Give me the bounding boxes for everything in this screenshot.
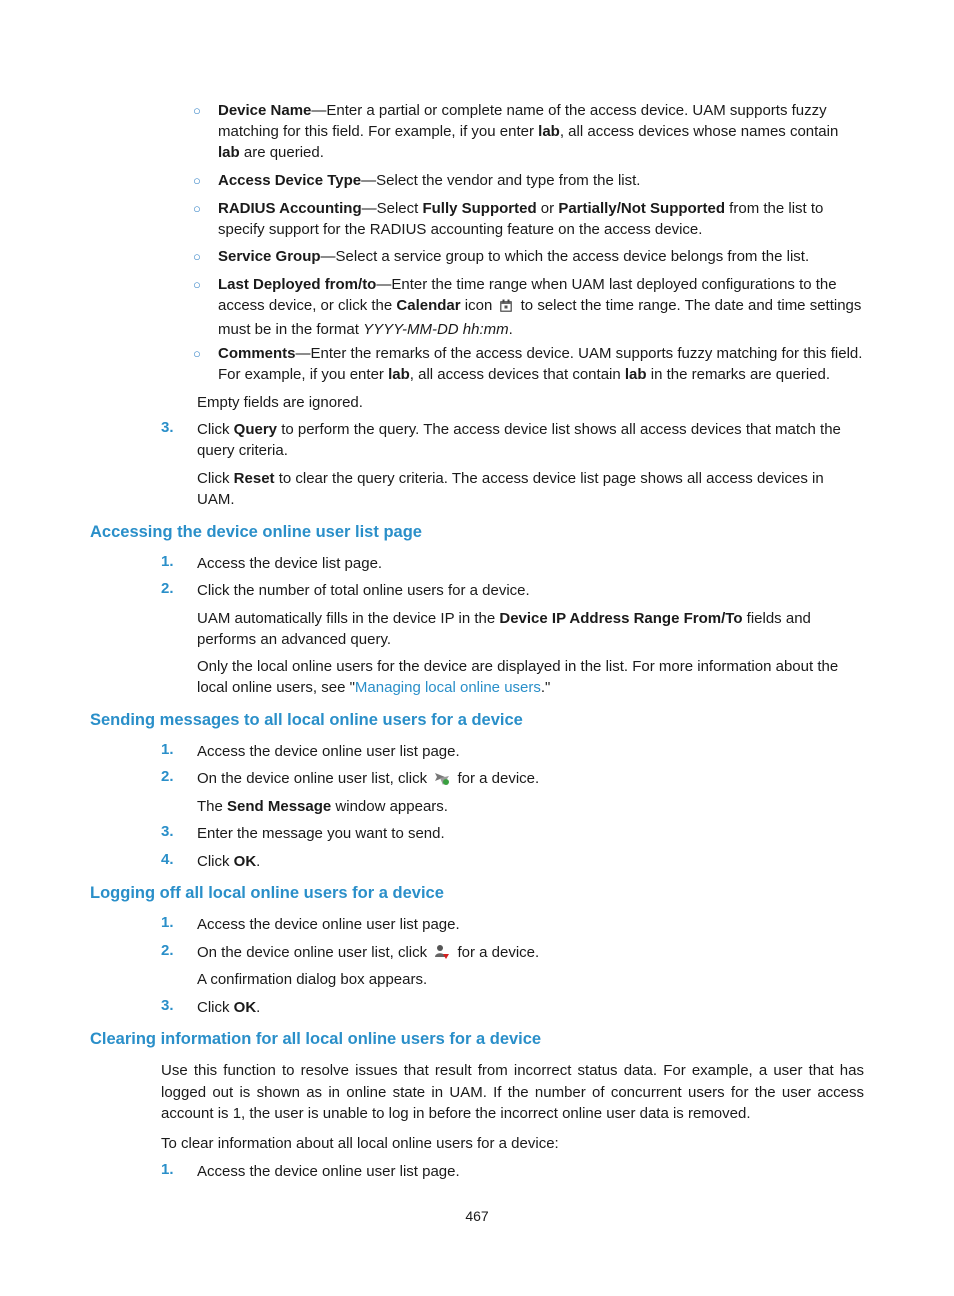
step-text: Click OK. (197, 853, 261, 870)
step-query: Click Query to perform the query. The access device list shows all access devices that match the query criteria. (197, 421, 841, 459)
step-text: Access the device online user list page. (197, 916, 460, 933)
sub-item-device-name: Device Name—Enter a partial or complete name of the access device. UAM supports fuzzy matching for this field. For example, if you enter lab, all access devices whose names contain lab are queried. (218, 102, 839, 161)
step-number: 2. (161, 942, 174, 959)
step-text: Access the device online user list page. (197, 743, 460, 760)
step-note: UAM automatically fills in the device IP in the Device IP Address Range From/To fields and performs an advanced query. (197, 610, 811, 648)
sub-item-last-deployed: Last Deployed from/to—Enter the time range when UAM last deployed configurations to the access device, or click the Calendar icon to select the time range. The date and time settings must be in the format YYYY-MM-DD hh:mm. (218, 276, 862, 338)
step-text: Click OK. (197, 999, 261, 1016)
section-heading: Clearing information for all local online users for a device (90, 1030, 542, 1048)
sub-item-service-group: Service Group—Select a service group to which the access device belongs from the list. (218, 248, 810, 265)
step-text: On the device online user list, click for a device. (197, 768, 864, 792)
calendar-icon (499, 298, 513, 319)
bullet: ○ (193, 346, 201, 361)
send-message-icon (434, 770, 450, 792)
step-number: 1. (161, 914, 174, 931)
sub-item-comments: Comments—Enter the remarks of the access device. UAM supports fuzzy matching for this field. For example, if you enter lab, all access devices that contain lab in the remarks are queried. (218, 345, 863, 383)
step-number: 1. (161, 1161, 174, 1178)
bullet: ○ (193, 249, 201, 264)
step-number: 1. (161, 741, 174, 758)
step-number: 2. (161, 580, 174, 597)
step-number: 1. (161, 553, 174, 570)
logoff-user-icon (434, 944, 450, 966)
bullet: ○ (193, 103, 201, 118)
step-number: 4. (161, 851, 174, 868)
bullet: ○ (193, 277, 201, 292)
step-number: 3. (161, 823, 174, 840)
step-number: 2. (161, 768, 174, 785)
paragraph: To clear information about all local online users for a device: (161, 1135, 559, 1152)
empty-fields-note: Empty fields are ignored. (197, 394, 363, 411)
step-note: Only the local online users for the device are displayed in the list. For more information about the local online users, see "Managing local online users." (197, 658, 839, 696)
step-note: A confirmation dialog box appears. (197, 971, 428, 988)
section-heading: Logging off all local online users for a device (90, 884, 444, 902)
step-text: Enter the message you want to send. (197, 825, 445, 842)
step-text: Access the device online user list page. (197, 1163, 460, 1180)
managing-local-online-users-link[interactable]: Managing local online users (354, 679, 541, 696)
bullet: ○ (193, 173, 201, 188)
page-number: 467 (465, 1208, 489, 1224)
paragraph: Use this function to resolve issues that result from incorrect status data. For example, a user that has logged out is shown as in online state in UAM. If the number of concurrent users for the user access account is 1, the user is unable to log in before the incorrect online user data is removed. (161, 1062, 864, 1122)
step-note: The Send Message window appears. (197, 798, 448, 815)
step-number: 3. (161, 419, 174, 436)
step-text: Access the device list page. (197, 555, 383, 572)
section-heading: Accessing the device online user list page (90, 523, 422, 541)
bullet: ○ (193, 201, 201, 216)
sub-item-access-device-type: Access Device Type—Select the vendor and type from the list. (218, 172, 641, 189)
sub-item-radius-accounting: RADIUS Accounting—Select Fully Supported or Partially/Not Supported from the list to specify support for the RADIUS accounting feature on the access device. (218, 200, 824, 238)
reset-note: Click Reset to clear the query criteria. The access device list page shows all access devices in UAM. (197, 470, 824, 508)
step-text: Click the number of total online users for a device. (197, 582, 530, 599)
section-heading: Sending messages to all local online users for a device (90, 711, 523, 729)
step-text: On the device online user list, click for a device. (197, 942, 864, 966)
step-number: 3. (161, 997, 174, 1014)
